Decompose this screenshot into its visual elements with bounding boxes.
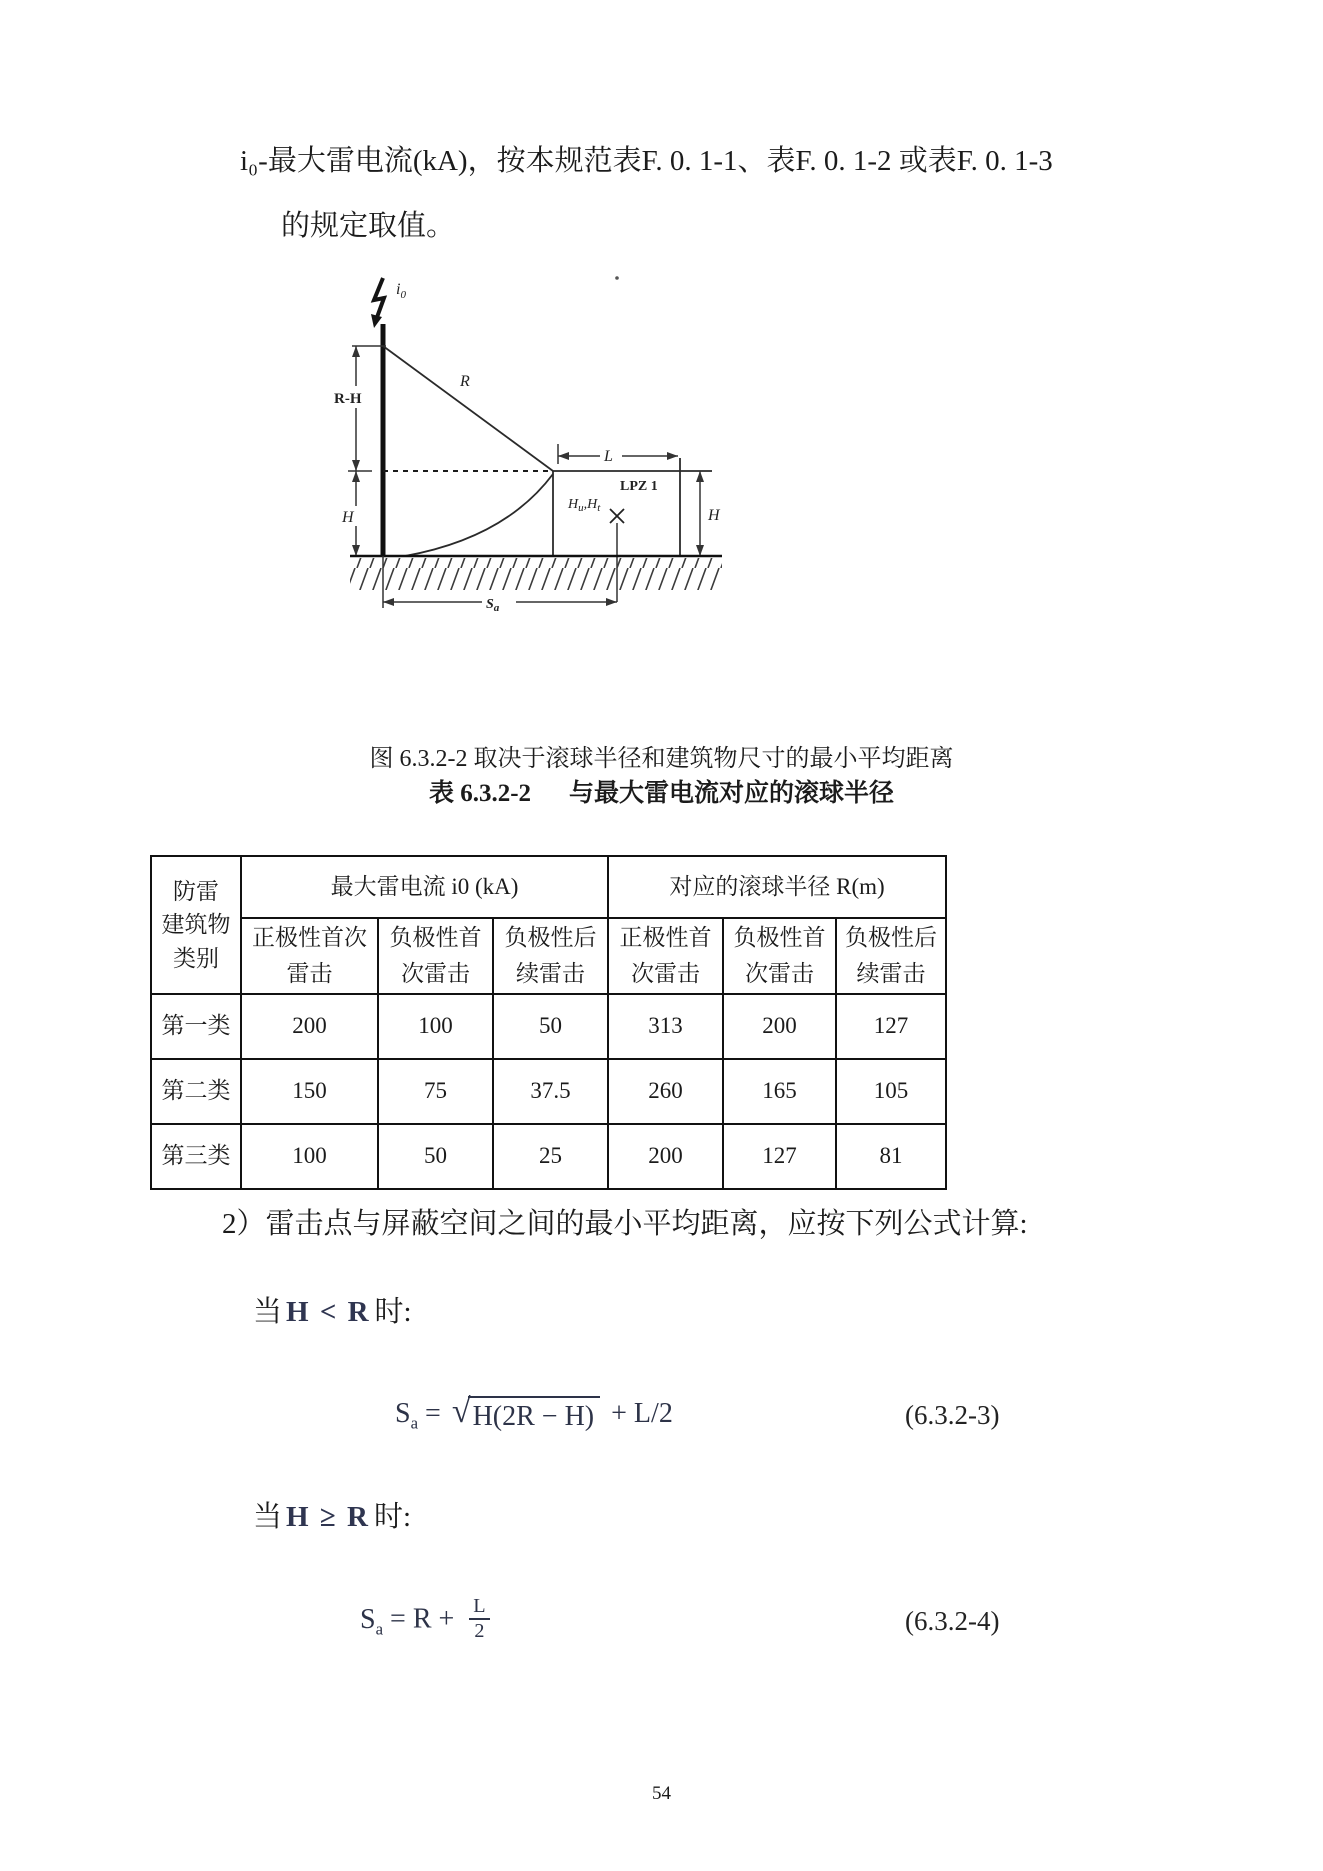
cell: 105 bbox=[836, 1059, 946, 1124]
table-caption-label: 表 6.3.2-2 bbox=[428, 780, 532, 807]
subheader-line: 次雷击 bbox=[745, 961, 815, 986]
condition-math: H ≥ R bbox=[286, 1501, 370, 1533]
condition-h-ge-r bbox=[253, 1498, 411, 1537]
subheader-line: 续雷击 bbox=[856, 961, 926, 986]
header-max-current-group: 最大雷电流 i0 (kA) bbox=[241, 856, 608, 918]
equals-sign: = bbox=[390, 1603, 406, 1635]
cell: 75 bbox=[378, 1059, 493, 1124]
formula-rhs: R + bbox=[412, 1603, 455, 1635]
lightning-bolt-arrowhead bbox=[371, 314, 382, 328]
subheader-cell bbox=[378, 918, 493, 994]
subheader-cell bbox=[723, 918, 836, 994]
rolling-sphere-figure bbox=[330, 268, 730, 620]
table-caption-title: 与最大雷电流对应的滚球半径 bbox=[569, 780, 895, 807]
sa-subscript: a bbox=[375, 1619, 384, 1639]
arrow-up-icon bbox=[352, 346, 360, 357]
fraction-denominator: 2 bbox=[474, 1620, 485, 1643]
table-row bbox=[151, 994, 946, 1059]
condition-prefix: 当 bbox=[253, 1296, 283, 1328]
arrow-down-icon bbox=[352, 460, 360, 471]
table-row bbox=[151, 1059, 946, 1124]
label-victim-heights: $H_u,H_t$ bbox=[568, 497, 601, 514]
sa-symbol: S bbox=[395, 1398, 411, 1429]
row-label: 第二类 bbox=[151, 1059, 241, 1124]
header-building-class bbox=[151, 856, 241, 994]
cell: 100 bbox=[378, 994, 493, 1059]
subheader-line: 负极性首 bbox=[389, 925, 482, 951]
cell: 127 bbox=[723, 1124, 836, 1189]
condition-suffix: 时: bbox=[374, 1296, 412, 1328]
cell: 50 bbox=[493, 994, 608, 1059]
table-row bbox=[151, 1124, 946, 1189]
arrow-up-icon bbox=[696, 471, 704, 482]
arrow-right-icon bbox=[667, 452, 678, 460]
fraction bbox=[469, 1596, 489, 1642]
subheader-line: 雷击 bbox=[286, 961, 333, 986]
subheader-line: 负极性后 bbox=[504, 925, 597, 951]
header-sphere-radius-group: 对应的滚球半径 R(m) bbox=[608, 856, 946, 918]
cell: 81 bbox=[836, 1124, 946, 1189]
formula-6-3-2-3 bbox=[395, 1393, 673, 1434]
equation-number-6-3-2-4: (6.3.2-4) bbox=[905, 1606, 1000, 1636]
intro-line-1: i₀-最大雷电流(kA)，按本规范表F. 0. 1-1、表F. 0. 1-2 或表F. 0. 1-3 bbox=[240, 145, 1053, 177]
sa-subscript: a bbox=[410, 1413, 419, 1433]
radical-sign: √ bbox=[451, 1393, 471, 1430]
equation-number-6-3-2-3: (6.3.2-3) bbox=[905, 1400, 1000, 1430]
intro-line-2: 的规定取值。 bbox=[281, 210, 456, 242]
condition-math: H < R bbox=[286, 1296, 371, 1328]
label-sa-distance: $S_a$ bbox=[486, 597, 500, 614]
arrow-down-icon bbox=[352, 545, 360, 556]
header-line: 类别 bbox=[173, 945, 219, 971]
arrow-left-icon bbox=[558, 452, 569, 460]
label-height-left: H bbox=[342, 509, 354, 526]
formula-lhs bbox=[395, 1398, 419, 1433]
condition-h-lt-r bbox=[253, 1293, 412, 1332]
subheader-cell bbox=[241, 918, 378, 994]
subheader-line: 次雷击 bbox=[631, 961, 701, 986]
label-length: L bbox=[604, 448, 613, 465]
arrow-up-icon bbox=[352, 471, 360, 482]
sa-symbol: S bbox=[360, 1603, 376, 1635]
subheader-line: 负极性首 bbox=[733, 925, 826, 951]
row-label: 第一类 bbox=[151, 994, 241, 1059]
figure-caption bbox=[0, 738, 1323, 773]
cell: 200 bbox=[241, 994, 378, 1059]
label-height-right: H bbox=[708, 507, 720, 524]
subheader-line: 正极性首 bbox=[619, 925, 712, 951]
formula-6-3-2-4 bbox=[360, 1595, 490, 1644]
subheader-cell bbox=[493, 918, 608, 994]
fraction-numerator: L bbox=[469, 1596, 489, 1620]
cell: 50 bbox=[378, 1124, 493, 1189]
figure-caption-label: 图 6.3.2-2 bbox=[369, 746, 468, 772]
condition-suffix: 时: bbox=[373, 1501, 411, 1533]
scan-speck bbox=[615, 276, 619, 280]
rolling-sphere-table bbox=[150, 855, 947, 1190]
header-line: 防雷 bbox=[173, 878, 219, 904]
figure-caption-text: 取决于滚球半径和建筑物尺寸的最小平均距离 bbox=[473, 746, 954, 772]
table-caption bbox=[0, 773, 1323, 809]
cell: 200 bbox=[608, 1124, 723, 1189]
lightning-bolt-icon bbox=[374, 278, 384, 320]
cell: 313 bbox=[608, 994, 723, 1059]
subheader-cell bbox=[608, 918, 723, 994]
arrow-left-icon bbox=[383, 598, 394, 606]
cell: 200 bbox=[723, 994, 836, 1059]
condition-prefix: 当 bbox=[253, 1501, 283, 1533]
subheader-cell bbox=[836, 918, 946, 994]
arrow-down-icon bbox=[696, 545, 704, 556]
label-lightning-current: $i_0$ bbox=[396, 281, 406, 301]
label-lpz-zone: LPZ 1 bbox=[620, 479, 658, 494]
subheader-line: 正极性首次 bbox=[252, 925, 367, 951]
page-number: 54 bbox=[652, 1783, 671, 1804]
header-line: 建筑物 bbox=[161, 912, 231, 938]
formula-tail: + L/2 bbox=[611, 1398, 673, 1429]
label-radius: R bbox=[460, 373, 470, 390]
cell: 25 bbox=[493, 1124, 608, 1189]
formula-lhs bbox=[360, 1603, 384, 1639]
cell: 150 bbox=[241, 1059, 378, 1124]
radicand: H(2R − H) bbox=[468, 1396, 601, 1433]
ground-hatch bbox=[350, 558, 722, 590]
cell: 100 bbox=[241, 1124, 378, 1189]
cell: 127 bbox=[836, 994, 946, 1059]
arrow-right-icon bbox=[606, 598, 617, 606]
item-2-text: 2）雷击点与屏蔽空间之间的最小平均距离，应按下列公式计算: bbox=[222, 1208, 1028, 1240]
cell: 260 bbox=[608, 1059, 723, 1124]
square-root bbox=[451, 1393, 600, 1433]
rolling-sphere-arc bbox=[405, 474, 553, 556]
cell: 165 bbox=[723, 1059, 836, 1124]
equals-sign: = bbox=[425, 1398, 441, 1429]
row-label: 第三类 bbox=[151, 1124, 241, 1189]
radius-line bbox=[383, 346, 553, 471]
subheader-line: 续雷击 bbox=[516, 961, 586, 986]
cell: 37.5 bbox=[493, 1059, 608, 1124]
label-r-minus-h: R-H bbox=[334, 391, 362, 407]
subheader-line: 次雷击 bbox=[401, 961, 470, 986]
subheader-line: 负极性后 bbox=[845, 925, 938, 951]
